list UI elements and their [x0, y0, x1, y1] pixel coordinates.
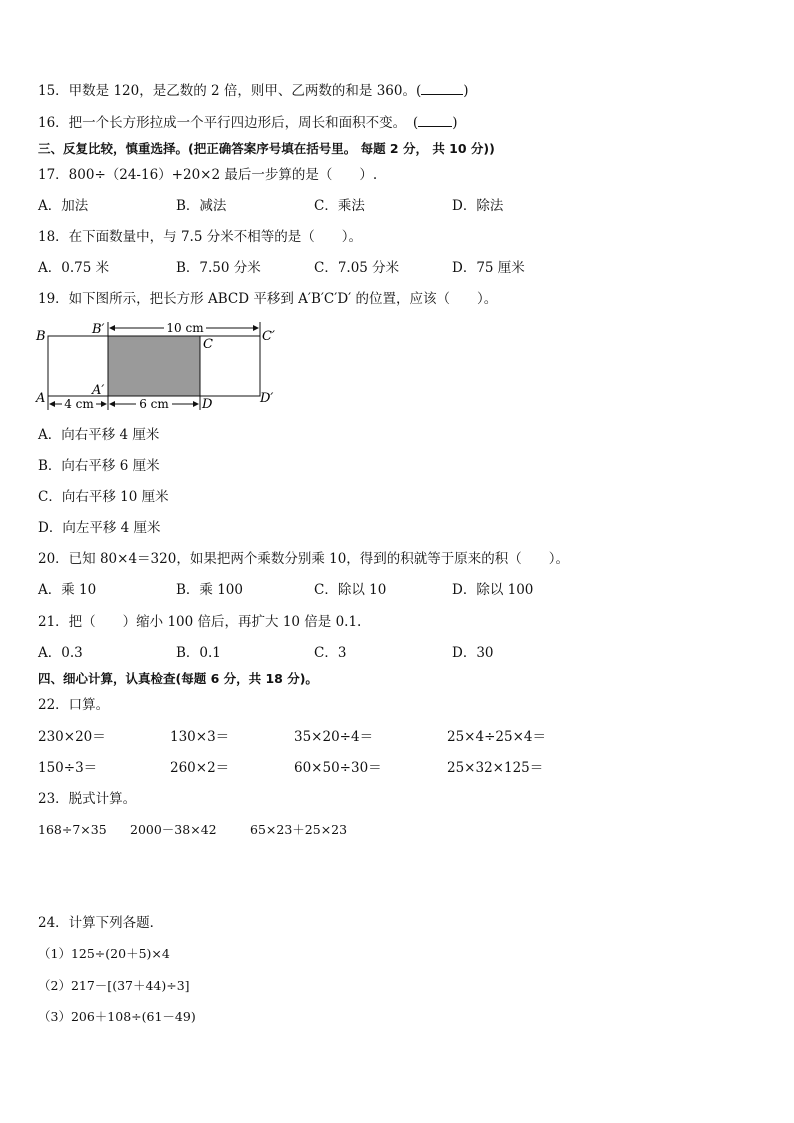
question-18-option-c[interactable]: C．7.05 分米: [314, 260, 400, 276]
question-18-option-b[interactable]: B．7.50 分米: [176, 260, 261, 276]
question-20-option-a[interactable]: A．乘 10: [38, 582, 97, 598]
question-20-option-b[interactable]: B．乘 100: [176, 582, 243, 598]
vertex-b: B: [36, 329, 46, 344]
dim-mid-label: 6 cm: [139, 397, 169, 411]
question-17-option-b[interactable]: B．减法: [176, 198, 227, 214]
question-22-stem: 22．口算。: [38, 697, 110, 713]
mental-calc-7: 60×50÷30＝: [294, 760, 382, 776]
question-21-option-d[interactable]: D．30: [452, 645, 494, 661]
question-24-stem: 24．计算下列各题．: [38, 915, 164, 931]
vertex-a: A: [36, 391, 46, 406]
step-calc-2: 2000－38×42: [130, 822, 217, 837]
question-20-option-c[interactable]: C．除以 10: [314, 582, 387, 598]
question-19-stem: 19．如下图所示，把长方形 ABCD 平移到 A′B′C′D′ 的位置，应该（ ）。: [38, 291, 498, 307]
translation-figure: [30, 318, 290, 414]
question-21-stem: 21．把（ ）缩小 100 倍后，再扩大 10 倍是 0.1.: [38, 614, 362, 630]
vertex-d: D: [202, 397, 213, 412]
question-17-option-c[interactable]: C．乘法: [314, 198, 365, 214]
answer-blank-15[interactable]: [421, 82, 463, 95]
calc-item-3: （3）206＋108÷(61－49): [38, 1009, 196, 1024]
question-21-option-c[interactable]: C．3: [314, 645, 347, 661]
mental-calc-5: 150÷3＝: [38, 760, 98, 776]
mental-calc-6: 260×2＝: [170, 760, 230, 776]
question-18-option-d[interactable]: D．75 厘米: [452, 260, 525, 276]
dim-top-label: 10 cm: [166, 321, 204, 335]
question-16-text: 16．把一个长方形拉成一个平行四边形后，周长和面积不变。 (: [38, 115, 419, 131]
vertex-b-prime: B′: [92, 322, 105, 337]
question-17-option-a[interactable]: A．加法: [38, 198, 89, 214]
question-19-option-d[interactable]: D．向左平移 4 厘米: [38, 520, 161, 536]
calc-item-1: （1）125÷(20＋5)×4: [38, 946, 170, 961]
answer-blank-16[interactable]: [418, 114, 452, 127]
question-18-option-a[interactable]: A．0.75 米: [38, 260, 110, 276]
vertex-c: C: [203, 337, 213, 352]
question-16-close: ): [452, 115, 458, 131]
calc-item-2: （2）217－[(37＋44)÷3]: [38, 978, 190, 993]
question-15-text: 15．甲数是 120，是乙数的 2 倍，则甲、乙两数的和是 360。(: [38, 83, 422, 99]
question-21-option-a[interactable]: A．0.3: [38, 645, 83, 661]
mental-calc-8: 25×32×125＝: [447, 760, 544, 776]
question-19-option-b[interactable]: B．向右平移 6 厘米: [38, 458, 160, 474]
question-15-close: ): [463, 83, 469, 99]
vertex-a-prime: A′: [92, 383, 105, 398]
section-3-heading: 三、反复比较，慎重选择。(把正确答案序号填在括号里。 每题 2 分， 共 10 分)): [38, 141, 495, 156]
step-calc-3: 65×23＋25×23: [250, 822, 348, 837]
section-4-heading: 四、细心计算，认真检查(每题 6 分，共 18 分)。: [38, 671, 318, 686]
mental-calc-3: 35×20÷4＝: [294, 729, 374, 745]
vertex-d-prime: D′: [260, 391, 274, 406]
shaded-overlap: [108, 336, 200, 396]
question-18-stem: 18．在下面数量中，与 7.5 分米不相等的是（ ）。: [38, 229, 362, 245]
question-19-option-a[interactable]: A．向右平移 4 厘米: [38, 427, 160, 443]
question-20-option-d[interactable]: D．除以 100: [452, 582, 534, 598]
mental-calc-2: 130×3＝: [170, 729, 230, 745]
question-16: [38, 114, 457, 132]
question-20-stem: 20．已知 80×4＝320，如果把两个乘数分别乘 10，得到的积就等于原来的积（ ）。: [38, 551, 570, 567]
mental-calc-4: 25×4÷25×4＝: [447, 729, 546, 745]
question-21-option-b[interactable]: B．0.1: [176, 645, 221, 661]
dim-left-label: 4 cm: [64, 397, 94, 411]
question-15: [38, 82, 469, 100]
question-17-stem: 17．800÷（24-16）+20×2 最后一步算的是（ ）.: [38, 167, 378, 183]
question-19-option-c[interactable]: C．向右平移 10 厘米: [38, 489, 169, 505]
vertex-c-prime: C′: [262, 329, 275, 344]
mental-calc-1: 230×20＝: [38, 729, 106, 745]
step-calc-1: 168÷7×35: [38, 822, 107, 837]
question-17-option-d[interactable]: D．除法: [452, 198, 504, 214]
question-23-stem: 23．脱式计算。: [38, 791, 137, 807]
